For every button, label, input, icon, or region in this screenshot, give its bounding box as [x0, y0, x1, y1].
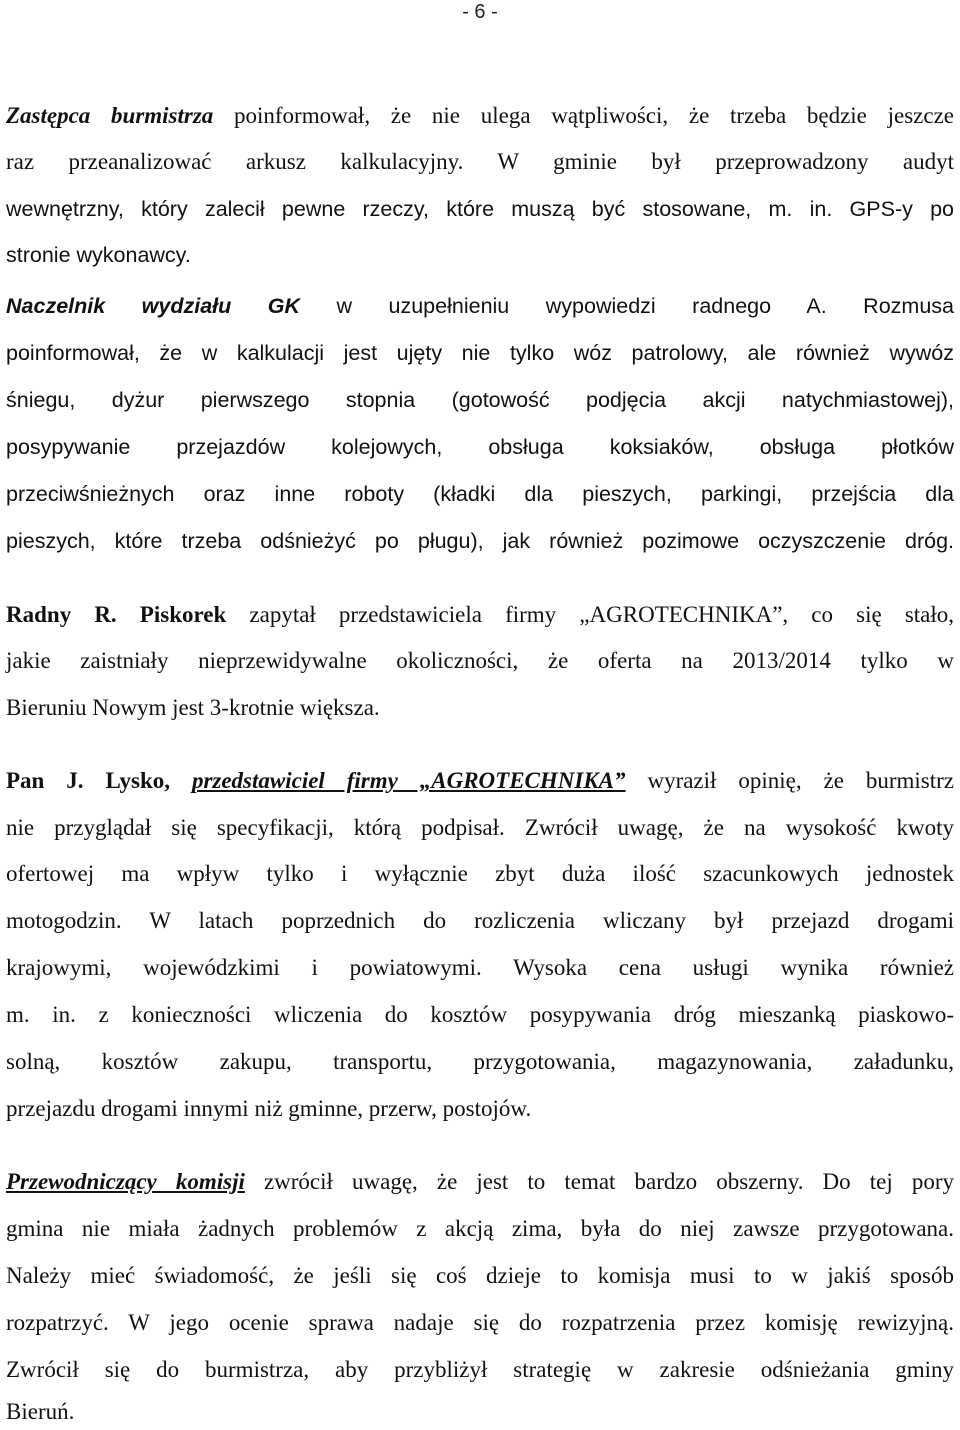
speaker-name: Pan J. Lysko,: [6, 768, 192, 793]
p5-line-4: rozpatrzyć. W jego ocenie sprawa nadaje się do rozpatrzenia przez komisję rewizyjną.: [6, 1310, 954, 1335]
p4-line-4: motogodzin. W latach poprzednich do rozliczenia wliczany był przejazd drogami: [6, 908, 954, 933]
p1-line-3: wewnętrzny, który zalecił pewne rzeczy, które muszą być stosowane, m. in. GPS-y po: [6, 197, 954, 221]
p4-line-3: ofertowej ma wpływ tylko i wyłącznie zbyt duża ilość szacunkowych jednostek: [6, 861, 954, 886]
p2-line-5: przeciwśnieżnych oraz inne roboty (kładki dla pieszych, parkingi, przejścia dla: [6, 482, 954, 506]
speaker-name: Przewodniczący komisji: [6, 1169, 245, 1194]
p2-line-6: pieszych, które trzeba odśnieżyć po pługu), jak również pozimowe oczyszczenie dróg.: [6, 529, 954, 553]
p1-line-4: stronie wykonawcy.: [6, 243, 191, 267]
p5-line-3: Należy mieć świadomość, że jeśli się coś dzieje to komisja musi to w jakiś sposób: [6, 1263, 954, 1288]
page-number: - 6 -: [462, 1, 498, 23]
p5-line-2: gmina nie miała żadnych problemów z akcją zima, była do niej zawsze przygotowana.: [6, 1216, 954, 1241]
speaker-name: Radny R. Piskorek: [6, 602, 227, 627]
speaker-name: Zastępca burmistrza: [6, 103, 214, 128]
p2-line-4: posypywanie przejazdów kolejowych, obsługa koksiaków, obsługa płotków: [6, 435, 954, 459]
p5-line-6: Bieruń.: [6, 1399, 75, 1424]
p3-line-2: jakie zaistniały nieprzewidywalne okoliczności, że oferta na 2013/2014 tylko w: [6, 648, 954, 673]
p5-line-5: Zwrócił się do burmistrza, aby przybliżył strategię w zakresie odśnieżania gminy: [6, 1357, 954, 1382]
p2-line-3: śniegu, dyżur pierwszego stopnia (gotowość podjęcia akcji natychmiastowej),: [6, 388, 954, 412]
p2-line-1: Naczelnik wydziału GK w uzupełnieniu wypowiedzi radnego A. Rozmusa: [6, 294, 954, 318]
p4-line-5: krajowymi, wojewódzkimi i powiatowymi. Wysoka cena usługi wynika również: [6, 955, 954, 980]
p4-line-1: Pan J. Lysko, przedstawiciel firmy „AGROTECHNIKA” wyraził opinię, że burmistrz: [6, 768, 954, 793]
p4-line-7: solną, kosztów zakupu, transportu, przygotowania, magazynowania, załadunku,: [6, 1049, 954, 1074]
p2-line-2: poinformował, że w kalkulacji jest ujęty nie tylko wóz patrolowy, ale również wywóz: [6, 341, 954, 365]
p4-line-2: nie przyglądał się specyfikacji, którą podpisał. Zwrócił uwagę, że na wysokość kwoty: [6, 815, 955, 840]
speaker-role: przedstawiciel firmy „AGROTECHNIKA”: [191, 768, 626, 793]
p4-line-6: m. in. z konieczności wliczenia do kosztów posypywania dróg mieszanką piaskowo-: [6, 1002, 954, 1027]
speaker-name: Naczelnik wydziału GK: [6, 294, 301, 318]
p1-line-1: Zastępca burmistrza poinformował, że nie ulega wątpliwości, że trzeba będzie jeszcze: [6, 103, 954, 128]
p3-line-1: Radny R. Piskorek zapytał przedstawiciela firmy „AGROTECHNIKA”, co się stało,: [6, 602, 955, 627]
p5-line-1: Przewodniczący komisji zwrócił uwagę, że jest to temat bardzo obszerny. Do tej pory: [6, 1169, 954, 1194]
p1-line-2: raz przeanalizować arkusz kalkulacyjny. W gminie był przeprowadzony audyt: [6, 149, 954, 174]
p4-line-8: przejazdu drogami innymi niż gminne, przerw, postojów.: [6, 1096, 532, 1121]
p3-line-3: Bieruniu Nowym jest 3-krotnie większa.: [6, 695, 380, 720]
